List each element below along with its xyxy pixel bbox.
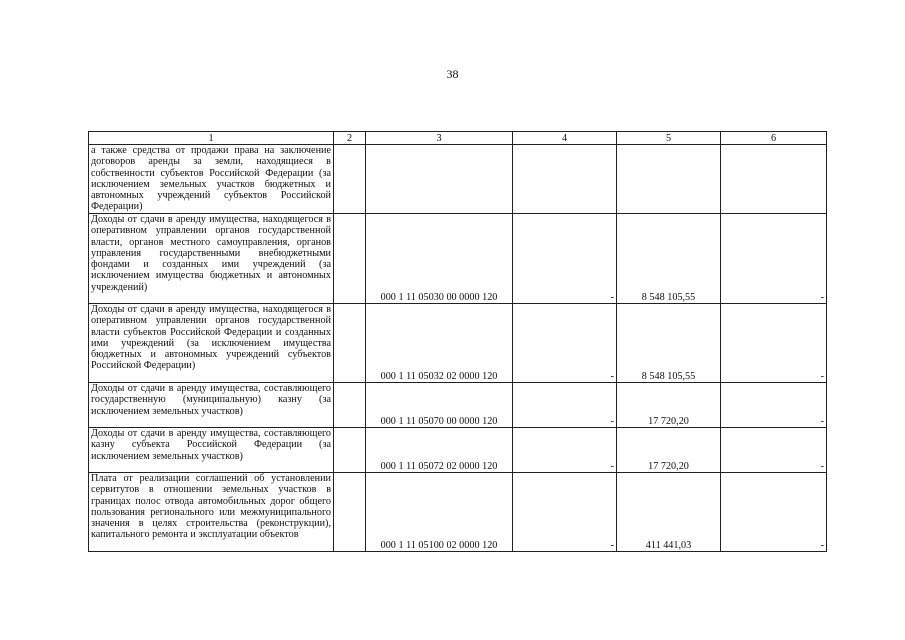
header-cell-1: 1 xyxy=(89,132,334,145)
row-col2 xyxy=(334,428,366,473)
row-col2 xyxy=(334,145,366,214)
row-col4: - xyxy=(513,304,617,383)
table-row xyxy=(89,145,827,214)
row-amount: 411 441,03 xyxy=(617,473,721,552)
row-budget-code: 000 1 11 05032 02 0000 120 xyxy=(366,304,513,383)
row-description: Доходы от сдачи в аренду имущества, составляющего государственную (муниципальную) казну (за исключением земельных участков) xyxy=(89,383,334,428)
table-header-row xyxy=(89,132,827,145)
row-col4: - xyxy=(513,473,617,552)
row-col6: - xyxy=(721,214,827,304)
row-col6: - xyxy=(721,383,827,428)
page-number: 38 xyxy=(446,67,459,81)
row-amount xyxy=(617,145,721,214)
row-amount: 8 548 105,55 xyxy=(617,214,721,304)
row-budget-code: 000 1 11 05070 00 0000 120 xyxy=(366,383,513,428)
row-amount: 17 720,20 xyxy=(617,383,721,428)
header-cell-2: 2 xyxy=(334,132,366,145)
row-budget-code: 000 1 11 05072 02 0000 120 xyxy=(366,428,513,473)
header-cell-5: 5 xyxy=(617,132,721,145)
row-col2 xyxy=(334,214,366,304)
table-row xyxy=(89,428,827,473)
budget-table xyxy=(88,131,827,552)
row-description: Плата от реализации соглашений об установлении сервитутов в отношении земельных участков в границах полос отвода автомобильных дорог общего пользования регионального или межмуниципального значения в целях строительства (реконструкции), капитального ремонта и эксплуатации объектов xyxy=(89,473,334,552)
row-col4: - xyxy=(513,383,617,428)
header-cell-4: 4 xyxy=(513,132,617,145)
row-description: а также средства от продажи права на заключение договоров аренды за земли, находящиеся в собственности субъектов Российской Федерации (за исключением земельных участков бюджетных и автономных учреждений субъектов Российской Федерации) xyxy=(89,145,334,214)
row-description: Доходы от сдачи в аренду имущества, находящегося в оперативном управлении органов государственной власти, органов местного самоуправления, органов управления государственными внебюджетными фондами и созданных ими учреждений (за исключением имущества бюджетных и автономных учреждений) xyxy=(89,214,334,304)
row-col2 xyxy=(334,473,366,552)
header-cell-6: 6 xyxy=(721,132,827,145)
row-col4: - xyxy=(513,214,617,304)
row-col6: - xyxy=(721,473,827,552)
row-col2 xyxy=(334,383,366,428)
row-col6: - xyxy=(721,304,827,383)
row-amount: 8 548 105,55 xyxy=(617,304,721,383)
row-amount: 17 720,20 xyxy=(617,428,721,473)
table-row xyxy=(89,304,827,383)
header-cell-3: 3 xyxy=(366,132,513,145)
table-row xyxy=(89,473,827,552)
row-description: Доходы от сдачи в аренду имущества, составляющего казну субъекта Российской Федерации (за исключением земельных участков) xyxy=(89,428,334,473)
row-col6 xyxy=(721,145,827,214)
row-budget-code: 000 1 11 05100 02 0000 120 xyxy=(366,473,513,552)
row-col2 xyxy=(334,304,366,383)
row-budget-code xyxy=(366,145,513,214)
table-row xyxy=(89,214,827,304)
row-budget-code: 000 1 11 05030 00 0000 120 xyxy=(366,214,513,304)
row-description: Доходы от сдачи в аренду имущества, находящегося в оперативном управлении органов государственной власти субъектов Российской Федерации и созданных ими учреждений (за исключением имущества бюджетных и автономных учреждений субъектов Российской Федерации) xyxy=(89,304,334,383)
table-row xyxy=(89,383,827,428)
row-col6: - xyxy=(721,428,827,473)
row-col4: - xyxy=(513,428,617,473)
row-col4 xyxy=(513,145,617,214)
